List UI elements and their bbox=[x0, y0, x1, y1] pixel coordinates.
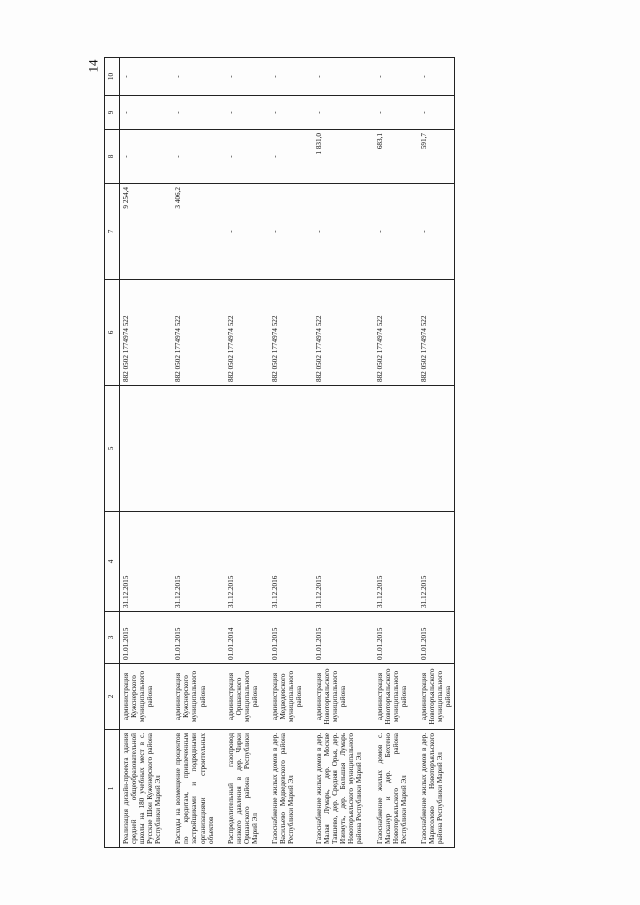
table-header bbox=[105, 58, 120, 848]
cell-end-date: 31.12.2015 bbox=[374, 512, 410, 612]
rotated-table-container bbox=[104, 58, 624, 848]
cell-col9: - bbox=[172, 96, 216, 130]
cell-col5 bbox=[225, 386, 261, 512]
table-row bbox=[418, 58, 455, 848]
cell-col7: 9 254,4 bbox=[120, 184, 165, 280]
cell-description: Реализация дизайн-проекта здания средней общеобразовательной школы на 180 учебных мест в с. Русские Шои Куженерского района Республики Марий Эл bbox=[120, 730, 165, 848]
cell-end-date: 31.12.2015 bbox=[418, 512, 455, 612]
cell-start-date: 01.01.2015 bbox=[172, 612, 216, 664]
cell-description: Газоснабжение жилых домов в дер. Васильево Медведевского района Республики Марий Эл bbox=[269, 730, 305, 848]
column-header: 2 bbox=[105, 664, 120, 730]
row-spacer bbox=[217, 58, 225, 848]
cell-start-date: 01.01.2015 bbox=[374, 612, 410, 664]
cell-col7: 3 406,2 bbox=[172, 184, 216, 280]
cell-col9: - bbox=[120, 96, 165, 130]
cell-description: Распределительный газопровод низкого давления в дер. Чирки Оршанского района Республики Марий Эл bbox=[225, 730, 261, 848]
cell-budget-code: 882 0502 1774974 522 bbox=[120, 280, 165, 386]
column-header: 5 bbox=[105, 386, 120, 512]
cell-col5 bbox=[418, 386, 455, 512]
column-header: 3 bbox=[105, 612, 120, 664]
cell-col5 bbox=[313, 386, 365, 512]
cell-col10: - bbox=[313, 58, 365, 96]
cell-executor: администрация Медведевского муниципального района bbox=[269, 664, 305, 730]
table-row bbox=[172, 58, 216, 848]
column-header: 8 bbox=[105, 130, 120, 184]
row-spacer bbox=[261, 58, 269, 848]
cell-col10: - bbox=[172, 58, 216, 96]
cell-start-date: 01.01.2015 bbox=[313, 612, 365, 664]
cell-budget-code: 882 0502 1774974 522 bbox=[269, 280, 305, 386]
cell-end-date: 31.12.2015 bbox=[120, 512, 165, 612]
table-row bbox=[225, 58, 261, 848]
cell-executor: администрация Кужснерского муниципального района bbox=[172, 664, 216, 730]
cell-description: Газоснабжение жилых домов в дер. Малая Лумарь, дер. Москве Тавшево, дер. Средняя Орья, дер. Изимуть, дер. Большая Лумарь Новоторъяльского муниципального района Республики Марий Эл bbox=[313, 730, 365, 848]
cell-end-date: 31.12.2015 bbox=[172, 512, 216, 612]
column-header: 1 bbox=[105, 730, 120, 848]
cell-end-date: 31.12.2015 bbox=[313, 512, 365, 612]
cell-col7: - bbox=[313, 184, 365, 280]
cell-start-date: 01.01.2015 bbox=[269, 612, 305, 664]
page-number bbox=[86, 58, 100, 80]
cell-col10: - bbox=[269, 58, 305, 96]
cell-col5 bbox=[172, 386, 216, 512]
cell-col8: - bbox=[172, 130, 216, 184]
cell-start-date: 01.01.2015 bbox=[120, 612, 165, 664]
cell-budget-code: 882 0502 1774974 522 bbox=[313, 280, 365, 386]
cell-description: Расходы на возмещение процентов по кредитам, привлеченным застройщиками и подрядными организациями строительных объектов bbox=[172, 730, 216, 848]
cell-col7: - bbox=[374, 184, 410, 280]
column-header: 9 bbox=[105, 96, 120, 130]
cell-col9: - bbox=[269, 96, 305, 130]
cell-col5 bbox=[374, 386, 410, 512]
cell-col8: - bbox=[120, 130, 165, 184]
cell-budget-code: 882 0502 1774974 522 bbox=[172, 280, 216, 386]
column-header: 4 bbox=[105, 512, 120, 612]
cell-col5 bbox=[120, 386, 165, 512]
cell-col9: - bbox=[374, 96, 410, 130]
row-spacer bbox=[305, 58, 313, 848]
cell-budget-code: 882 0502 1774974 522 bbox=[225, 280, 261, 386]
table-row bbox=[313, 58, 365, 848]
cell-col7: - bbox=[225, 184, 261, 280]
cell-budget-code: 882 0502 1774974 522 bbox=[374, 280, 410, 386]
cell-executor: администрация Кужснерского муниципального района bbox=[120, 664, 165, 730]
row-spacer bbox=[410, 58, 418, 848]
cell-col9: - bbox=[418, 96, 455, 130]
cell-col7: - bbox=[418, 184, 455, 280]
table-row bbox=[269, 58, 305, 848]
cell-executor: администрация Новоторъяльского муниципального района bbox=[313, 664, 365, 730]
cell-col9: - bbox=[313, 96, 365, 130]
cell-col10: - bbox=[120, 58, 165, 96]
cell-col10: - bbox=[225, 58, 261, 96]
cell-end-date: 31.12.2016 bbox=[269, 512, 305, 612]
data-table bbox=[104, 57, 455, 848]
table-body bbox=[120, 58, 455, 848]
cell-description: Газоснабжение жилых домов с. Масканур и дер. Бехтено Новоторъяльского района Республики Марий Эл bbox=[374, 730, 410, 848]
cell-col8: 591,7 bbox=[418, 130, 455, 184]
page-number-text: 14 bbox=[85, 59, 100, 73]
cell-col5 bbox=[269, 386, 305, 512]
cell-start-date: 01.01.2014 bbox=[225, 612, 261, 664]
table-region bbox=[104, 58, 624, 848]
row-spacer bbox=[366, 58, 374, 848]
cell-col9: - bbox=[225, 96, 261, 130]
cell-col8: - bbox=[225, 130, 261, 184]
cell-executor: администрация Новоторъяльского муниципального района bbox=[374, 664, 410, 730]
cell-col8: - bbox=[269, 130, 305, 184]
cell-start-date: 01.01.2015 bbox=[418, 612, 455, 664]
table-row bbox=[374, 58, 410, 848]
cell-end-date: 31.12.2015 bbox=[225, 512, 261, 612]
header-row bbox=[105, 58, 120, 848]
cell-col7: - bbox=[269, 184, 305, 280]
cell-col10: - bbox=[374, 58, 410, 96]
cell-col10: - bbox=[418, 58, 455, 96]
row-spacer bbox=[164, 58, 172, 848]
column-header: 10 bbox=[105, 58, 120, 96]
cell-executor: администрация Новоторъяльского муниципального района bbox=[418, 664, 455, 730]
column-header: 7 bbox=[105, 184, 120, 280]
cell-description: Газоснабжение жилых домов в дер. Марисолово Новоторъяльского района Республики Марий Эл bbox=[418, 730, 455, 848]
cell-budget-code: 882 0502 1774974 522 bbox=[418, 280, 455, 386]
table-row bbox=[120, 58, 165, 848]
cell-col8: 1 831,0 bbox=[313, 130, 365, 184]
cell-executor: администрация Оршанского муниципального района bbox=[225, 664, 261, 730]
column-header: 6 bbox=[105, 280, 120, 386]
cell-col8: 683,1 bbox=[374, 130, 410, 184]
